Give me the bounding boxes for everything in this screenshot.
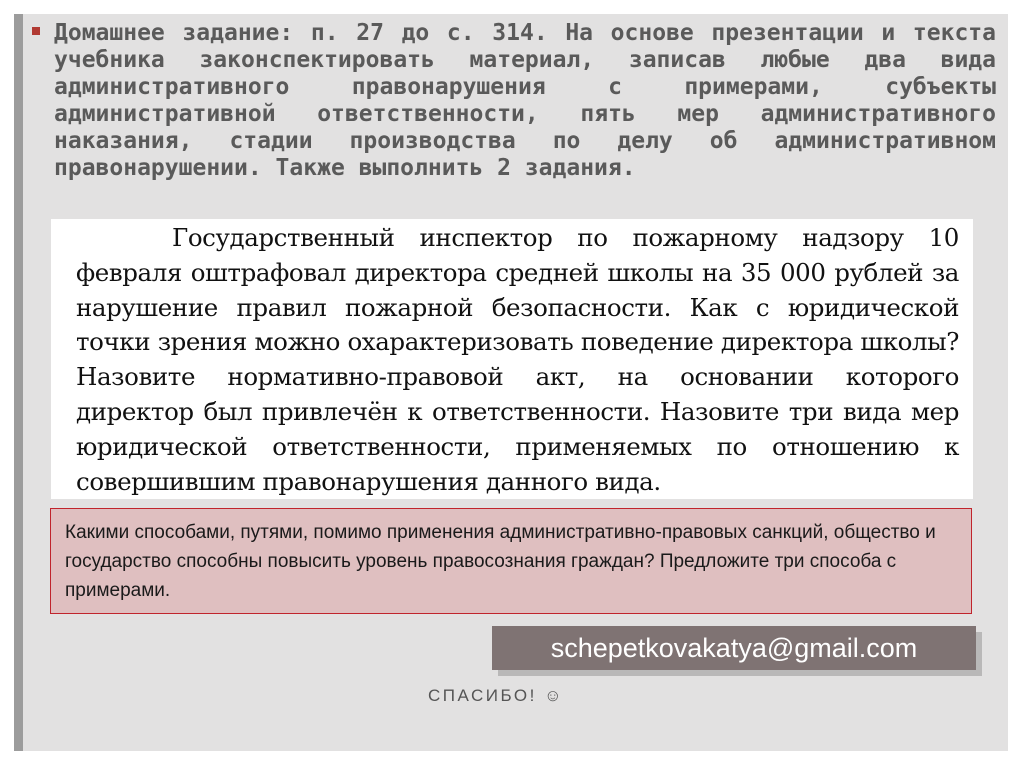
textbook-excerpt-text: Государственный инспектор по пожарному надзору 10 февраля оштрафовал директора средней школы на 35 000 рублей за нарушение правил пожарной безопасности. Как с юридической точки зрения можно охарактеризовать поведение директора школы? Назовите нормативно-правовой акт, на основании которого директор был привлечён к ответственности. Назовите три вида мер юридической ответственности, применяемых по отношению к совершившим правонарушения данного вида. xyxy=(76,223,959,496)
slide-accent-bar xyxy=(14,14,23,751)
bullet-square-icon xyxy=(32,27,40,35)
textbook-excerpt xyxy=(51,219,973,499)
question-text: Какими способами, путями, помимо применения административно-правовых санкций, общество и государство способны повысить уровень правосознания граждан? Предложите три способа с примерами. xyxy=(65,522,936,601)
slide xyxy=(14,14,1008,751)
question-box xyxy=(50,508,972,614)
thanks-text: СПАСИБО! ☺ xyxy=(428,686,564,705)
homework-text: Домашнее задание: п. 27 до с. 314. На основе презентации и текста учебника законспектировать материал, записав любые два вида административного правонарушения с примерами, субъекты административной ответственности, пять мер административного наказания, стадии производства по делу об административном правонарушении. Также выполнить 2 задания. xyxy=(54,20,996,181)
email-banner[interactable]: schepetkovakatya@gmail.com xyxy=(492,626,976,670)
